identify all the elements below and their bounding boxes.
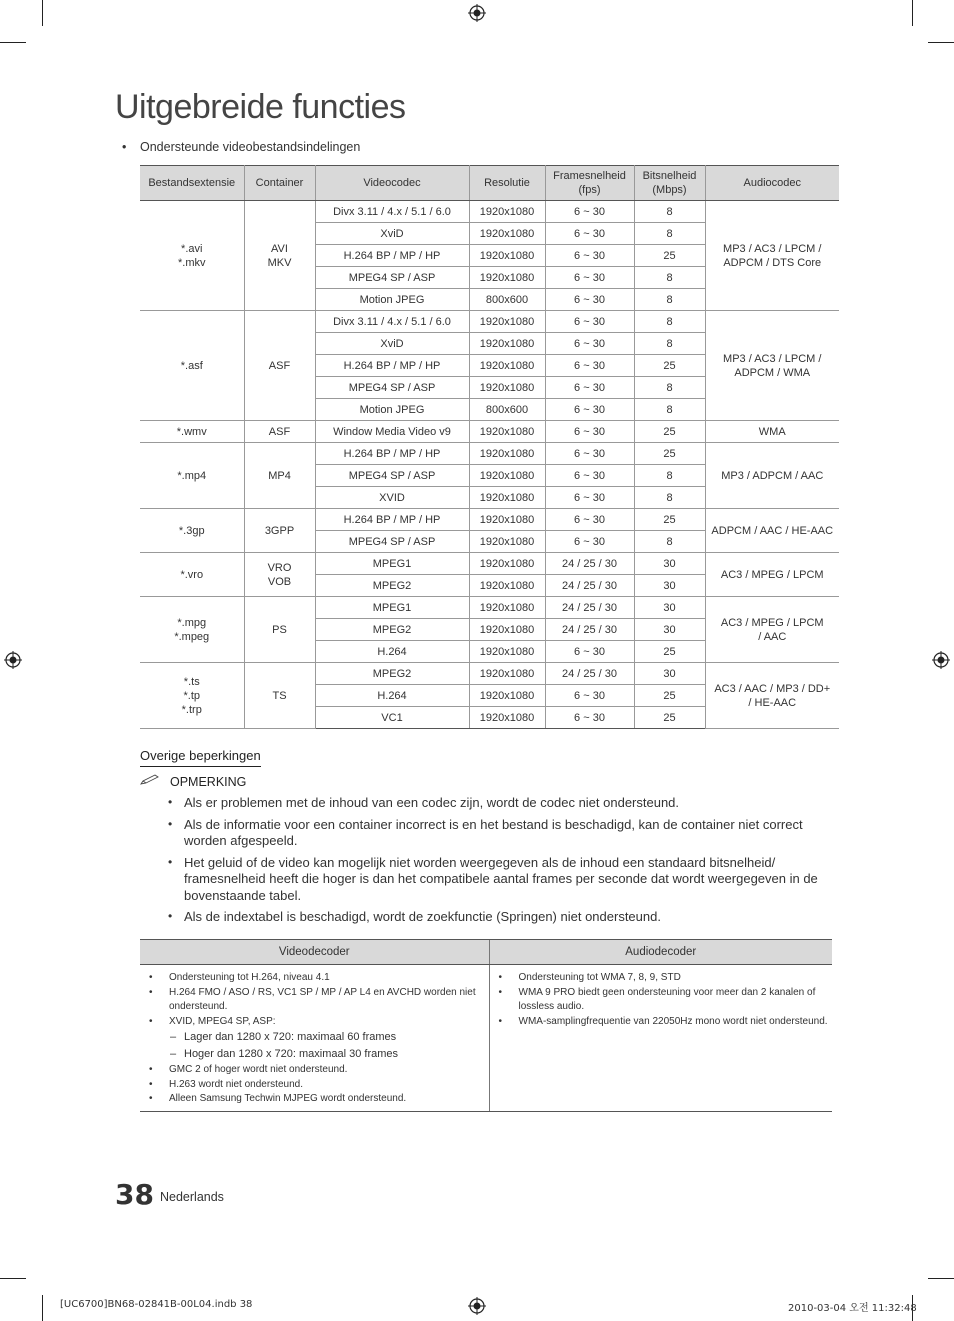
framerate-cell: 6 ~ 30: [545, 531, 634, 553]
resolution-cell: 1920x1080: [469, 311, 545, 333]
section-title-restrictions: Overige beperkingen: [140, 748, 261, 767]
list-item: • H.264 FMO / ASO / RS, VC1 SP / MP / AP L4 en AVCHD worden niet ondersteund.: [140, 986, 489, 1015]
note-heading: [140, 774, 246, 789]
crop-mark: [928, 42, 954, 43]
videocodec-cell: MPEG4 SP / ASP: [315, 531, 469, 553]
videocodec-cell: MPEG1: [315, 597, 469, 619]
resolution-cell: 1920x1080: [469, 597, 545, 619]
bitrate-cell: 8: [634, 289, 705, 311]
video-format-table: [140, 165, 839, 729]
crop-mark: [0, 1278, 26, 1279]
bitrate-cell: 8: [634, 201, 705, 223]
container-cell: TS: [244, 663, 315, 729]
list-item: • WMA-samplingfrequentie van 22050Hz mono wordt niet ondersteund.: [490, 1015, 833, 1030]
column-header: Framesnelheid (fps): [545, 166, 634, 201]
bitrate-cell: 8: [634, 333, 705, 355]
videocodec-cell: MPEG2: [315, 619, 469, 641]
audio-decoder-cell: [489, 965, 832, 1112]
list-item: • WMA 9 PRO biedt geen ondersteuning voor meer dan 2 kanalen of lossless audio.: [490, 986, 833, 1015]
bitrate-cell: 8: [634, 223, 705, 245]
videocodec-cell: Motion JPEG: [315, 289, 469, 311]
framerate-cell: 6 ~ 30: [545, 355, 634, 377]
framerate-cell: 6 ~ 30: [545, 223, 634, 245]
framerate-cell: 6 ~ 30: [545, 289, 634, 311]
crop-mark: [42, 1295, 43, 1321]
resolution-cell: 1920x1080: [469, 245, 545, 267]
resolution-cell: 800x600: [469, 399, 545, 421]
framerate-cell: 6 ~ 30: [545, 641, 634, 663]
registration-mark-icon: [4, 651, 22, 669]
column-header: Container: [244, 166, 315, 201]
registration-mark-icon: [932, 651, 950, 669]
bitrate-cell: 25: [634, 421, 705, 443]
bitrate-cell: 30: [634, 553, 705, 575]
container-cell: AVI MKV: [244, 201, 315, 311]
resolution-cell: 1920x1080: [469, 575, 545, 597]
bitrate-cell: 8: [634, 465, 705, 487]
framerate-cell: 6 ~ 30: [545, 465, 634, 487]
framerate-cell: 6 ~ 30: [545, 333, 634, 355]
bitrate-cell: 25: [634, 443, 705, 465]
audiocodec-cell: AC3 / MPEG / LPCM: [705, 553, 839, 597]
column-header: Bitsnelheid (Mbps): [634, 166, 705, 201]
audiocodec-cell: ADPCM / AAC / HE-AAC: [705, 509, 839, 553]
list-item: • Ondersteuning tot H.264, niveau 4.1: [140, 971, 489, 986]
audiocodec-cell: MP3 / ADPCM / AAC: [705, 443, 839, 509]
intro-bullet-text: Ondersteunde videobestandsindelingen: [140, 140, 361, 154]
container-cell: PS: [244, 597, 315, 663]
videocodec-cell: XVID: [315, 487, 469, 509]
framerate-cell: 24 / 25 / 30: [545, 663, 634, 685]
extension-cell: *.ts *.tp *.trp: [140, 663, 244, 729]
framerate-cell: 6 ~ 30: [545, 487, 634, 509]
framerate-cell: 6 ~ 30: [545, 707, 634, 729]
bitrate-cell: 25: [634, 641, 705, 663]
resolution-cell: 1920x1080: [469, 531, 545, 553]
framerate-cell: 24 / 25 / 30: [545, 553, 634, 575]
table-body: [140, 201, 839, 729]
crop-mark: [928, 1278, 954, 1279]
videocodec-cell: H.264 BP / MP / HP: [315, 509, 469, 531]
videocodec-cell: H.264 BP / MP / HP: [315, 355, 469, 377]
crop-mark: [912, 0, 913, 26]
container-cell: VRO VOB: [244, 553, 315, 597]
resolution-cell: 1920x1080: [469, 641, 545, 663]
footer-timestamp: 2010-03-04 오전 11:32:48: [788, 1303, 917, 1314]
framerate-cell: 6 ~ 30: [545, 311, 634, 333]
column-header: Bestandsextensie: [140, 166, 244, 201]
videocodec-cell: XviD: [315, 333, 469, 355]
column-header: Audiocodec: [705, 166, 839, 201]
videocodec-cell: MPEG1: [315, 553, 469, 575]
note-label: OPMERKING: [170, 775, 247, 789]
column-header: Videocodec: [315, 166, 469, 201]
decoder-row: [140, 965, 832, 1112]
videocodec-cell: MPEG2: [315, 663, 469, 685]
framerate-cell: 6 ~ 30: [545, 245, 634, 267]
bitrate-cell: 25: [634, 355, 705, 377]
registration-mark-icon: [468, 1297, 486, 1315]
table-row: [140, 553, 839, 575]
table-row: [140, 443, 839, 465]
list-item: – Hoger dan 1280 x 720: maximaal 30 frames: [140, 1046, 489, 1063]
table-row: [140, 421, 839, 443]
resolution-cell: 1920x1080: [469, 333, 545, 355]
table-row: [140, 509, 839, 531]
videocodec-cell: Motion JPEG: [315, 399, 469, 421]
container-cell: 3GPP: [244, 509, 315, 553]
decoder-table: [140, 939, 832, 1112]
framerate-cell: 6 ~ 30: [545, 421, 634, 443]
resolution-cell: 1920x1080: [469, 267, 545, 289]
registration-mark-icon: [468, 4, 486, 22]
extension-cell: *.mpg *.mpeg: [140, 597, 244, 663]
page-language: Nederlands: [160, 1190, 224, 1204]
decoder-header-row: [140, 940, 832, 965]
audiocodec-cell: MP3 / AC3 / LPCM / ADPCM / DTS Core: [705, 201, 839, 311]
bitrate-cell: 8: [634, 531, 705, 553]
table-row: [140, 663, 839, 685]
note-item: • Als de informatie voor een container incorrect is en het bestand is beschadigd, kan de container niet correct worden afgespeeld.: [168, 817, 838, 850]
note-item: • Het geluid of de video kan mogelijk niet worden weergegeven als de inhoud een standaard bitsnelheid/ framesnelheid heeft die hoger is dan het compatibele aantal frames per seconde dat wordt weergegeven in de bovenstaande tabel.: [168, 855, 838, 905]
list-item: – Lager dan 1280 x 720: maximaal 60 frames: [140, 1029, 489, 1046]
list-item: • XVID, MPEG4 SP, ASP:: [140, 1015, 489, 1030]
resolution-cell: 800x600: [469, 289, 545, 311]
resolution-cell: 1920x1080: [469, 355, 545, 377]
container-cell: ASF: [244, 311, 315, 421]
resolution-cell: 1920x1080: [469, 685, 545, 707]
audiocodec-cell: WMA: [705, 421, 839, 443]
extension-cell: *.vro: [140, 553, 244, 597]
videocodec-cell: Divx 3.11 / 4.x / 5.1 / 6.0: [315, 311, 469, 333]
videocodec-cell: MPEG4 SP / ASP: [315, 267, 469, 289]
bitrate-cell: 8: [634, 487, 705, 509]
bitrate-cell: 8: [634, 311, 705, 333]
container-cell: MP4: [244, 443, 315, 509]
crop-mark: [42, 0, 43, 26]
extension-cell: *.3gp: [140, 509, 244, 553]
bitrate-cell: 25: [634, 707, 705, 729]
list-item: • Ondersteuning tot WMA 7, 8, 9, STD: [490, 971, 833, 986]
videocodec-cell: Window Media Video v9: [315, 421, 469, 443]
framerate-cell: 6 ~ 30: [545, 377, 634, 399]
resolution-cell: 1920x1080: [469, 201, 545, 223]
videocodec-cell: MPEG4 SP / ASP: [315, 377, 469, 399]
videocodec-cell: H.264: [315, 685, 469, 707]
bitrate-cell: 8: [634, 399, 705, 421]
framerate-cell: 6 ~ 30: [545, 267, 634, 289]
videocodec-cell: H.264 BP / MP / HP: [315, 443, 469, 465]
table-header-row: [140, 166, 839, 201]
videocodec-cell: H.264 BP / MP / HP: [315, 245, 469, 267]
resolution-cell: 1920x1080: [469, 487, 545, 509]
video-decoder-list: [140, 971, 489, 1107]
audio-decoder-header: Audiodecoder: [489, 940, 832, 965]
videocodec-cell: VC1: [315, 707, 469, 729]
audio-decoder-list: [490, 971, 833, 1029]
bitrate-cell: 8: [634, 267, 705, 289]
column-header: Resolutie: [469, 166, 545, 201]
extension-cell: *.asf: [140, 311, 244, 421]
bitrate-cell: 8: [634, 377, 705, 399]
table-row: [140, 597, 839, 619]
bitrate-cell: 30: [634, 663, 705, 685]
resolution-cell: 1920x1080: [469, 619, 545, 641]
footer-file-info: [UC6700]BN68-02841B-00L04.indb 38: [60, 1299, 253, 1310]
extension-cell: *.mp4: [140, 443, 244, 509]
videocodec-cell: MPEG4 SP / ASP: [315, 465, 469, 487]
extension-cell: *.wmv: [140, 421, 244, 443]
resolution-cell: 1920x1080: [469, 223, 545, 245]
framerate-cell: 6 ~ 30: [545, 201, 634, 223]
pencil-icon: [140, 774, 170, 789]
resolution-cell: 1920x1080: [469, 663, 545, 685]
resolution-cell: 1920x1080: [469, 553, 545, 575]
note-item: • Als de indextabel is beschadigd, wordt de zoekfunctie (Springen) niet ondersteund.: [168, 909, 838, 926]
resolution-cell: 1920x1080: [469, 421, 545, 443]
list-item: • GMC 2 of hoger wordt niet ondersteund.: [140, 1063, 489, 1078]
bitrate-cell: 25: [634, 509, 705, 531]
table-row: [140, 201, 839, 223]
videocodec-cell: Divx 3.11 / 4.x / 5.1 / 6.0: [315, 201, 469, 223]
framerate-cell: 6 ~ 30: [545, 685, 634, 707]
page-title: Uitgebreide functies: [115, 88, 406, 126]
videocodec-cell: XviD: [315, 223, 469, 245]
extension-cell: *.avi *.mkv: [140, 201, 244, 311]
video-decoder-header: Videodecoder: [140, 940, 489, 965]
notes-list: [168, 795, 838, 931]
video-decoder-cell: [140, 965, 489, 1112]
bitrate-cell: 30: [634, 597, 705, 619]
list-item: • H.263 wordt niet ondersteund.: [140, 1078, 489, 1093]
container-cell: ASF: [244, 421, 315, 443]
note-item: • Als er problemen met de inhoud van een codec zijn, wordt de codec niet ondersteund.: [168, 795, 838, 812]
framerate-cell: 24 / 25 / 30: [545, 575, 634, 597]
list-item: • Alleen Samsung Techwin MJPEG wordt ondersteund.: [140, 1092, 489, 1107]
page-number: 38: [115, 1178, 154, 1211]
framerate-cell: 6 ~ 30: [545, 509, 634, 531]
bitrate-cell: 30: [634, 619, 705, 641]
videocodec-cell: H.264: [315, 641, 469, 663]
audiocodec-cell: MP3 / AC3 / LPCM / ADPCM / WMA: [705, 311, 839, 421]
framerate-cell: 24 / 25 / 30: [545, 619, 634, 641]
videocodec-cell: MPEG2: [315, 575, 469, 597]
resolution-cell: 1920x1080: [469, 377, 545, 399]
bitrate-cell: 25: [634, 685, 705, 707]
framerate-cell: 6 ~ 30: [545, 399, 634, 421]
intro-bullet: • Ondersteunde videobestandsindelingen: [122, 140, 361, 154]
table-row: [140, 311, 839, 333]
resolution-cell: 1920x1080: [469, 509, 545, 531]
resolution-cell: 1920x1080: [469, 465, 545, 487]
audiocodec-cell: AC3 / AAC / MP3 / DD+ / HE-AAC: [705, 663, 839, 729]
resolution-cell: 1920x1080: [469, 443, 545, 465]
audiocodec-cell: AC3 / MPEG / LPCM / AAC: [705, 597, 839, 663]
resolution-cell: 1920x1080: [469, 707, 545, 729]
framerate-cell: 6 ~ 30: [545, 443, 634, 465]
bitrate-cell: 30: [634, 575, 705, 597]
framerate-cell: 24 / 25 / 30: [545, 597, 634, 619]
crop-mark: [0, 42, 26, 43]
bitrate-cell: 25: [634, 245, 705, 267]
